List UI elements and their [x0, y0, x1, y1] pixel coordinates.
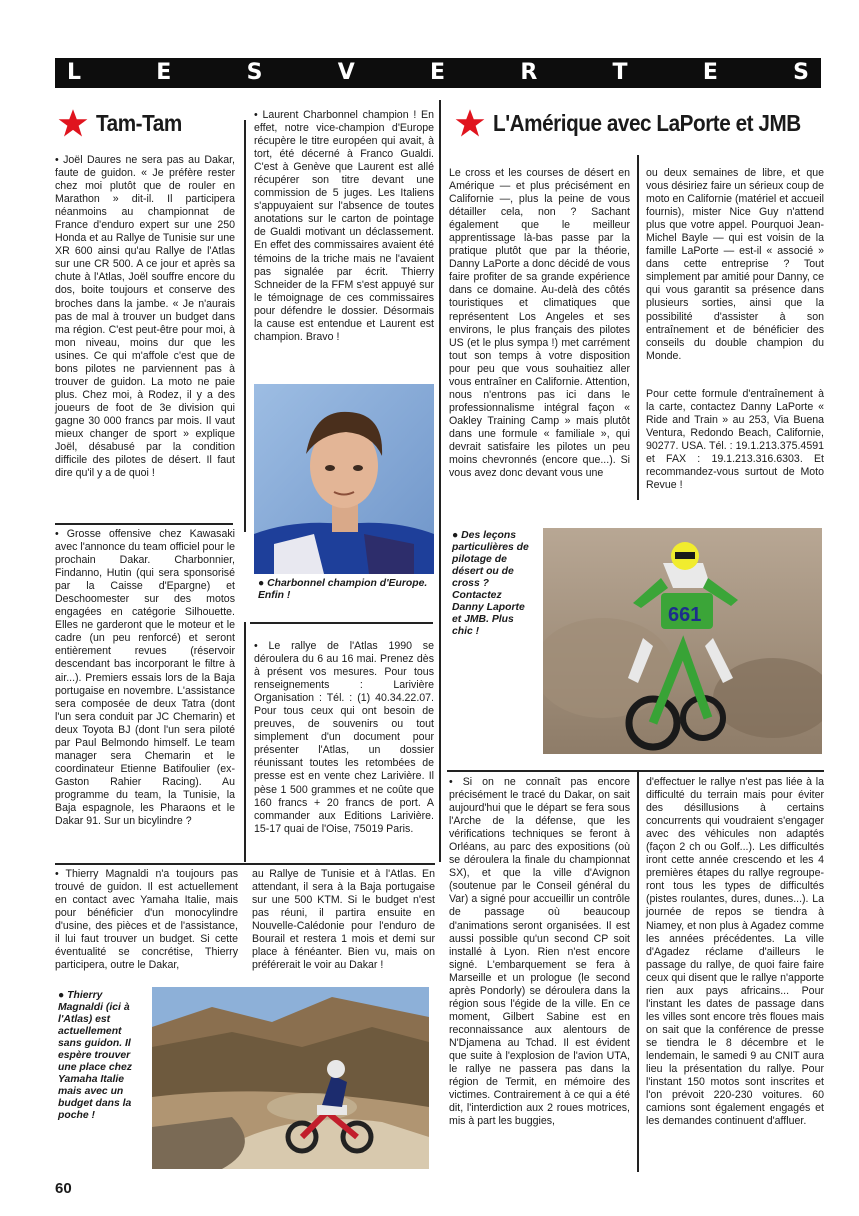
page-number: 60 — [55, 1180, 72, 1197]
section-rule — [447, 770, 824, 772]
section-rule — [55, 523, 233, 525]
amerique-heading — [455, 108, 825, 138]
photo-magnaldi — [152, 987, 429, 1169]
amerique-title: L'Amérique avec LaPorte et JMB — [493, 109, 801, 136]
banner-letter: E — [430, 60, 446, 85]
section-banner — [55, 58, 821, 88]
photo-laporte — [543, 528, 822, 754]
caption-magnaldi: ● Thierry Magnaldi (ici à l'Atlas) est actuellement sans guidon. Il espère trouver une place chez Yamaha Italie mais avec un budget dans la poche ! — [58, 990, 132, 1121]
article-paragraph-contact: Pour cette formule d'entraînement à la carte, contactez Danny LaPorte « Ride and Train » au 253, Via Buena Ventura, Redondo Beach, Californie, 90277. USA. Tél. : 19.1.213.375.4591 et FAX : 19.1.213.316.6303. Et recommandez-vous surtout de Moto Revue ! — [646, 388, 824, 492]
article-paragraph-charbonnel: • Laurent Charbonnel champion ! En effet, notre vice-champion d'Europe récupère le titre européen qui avait, à tort, été décerné à Franco Gualdi. C'est à Genève que Laurent est allé récupérer son titre devant une commission de 5 juges. Les Italiens s'appuyaient sur l'absence de toutes anotations sur le carton de pointage de Gualdi motivant un déclassement. En effet des commissaires avaient été témoins de la triche mais ne l'avaient pas signalée par écrit. Thierry Schneider de la FFM s'est appuyé sur le témoignage de ces commissaires pour défendre le dossier. Désormais la cause est entendue et Laurent est champion. Bravo ! — [254, 109, 434, 343]
portrait-image — [254, 384, 434, 574]
section-rule — [55, 863, 435, 865]
tamtam-heading — [58, 108, 238, 138]
motocross-photo — [543, 528, 822, 754]
star-icon — [455, 108, 485, 138]
article-paragraph-magnaldi-cont: au Rallye de Tunisie et à l'Atlas. En attendant, il sera à la Baja portugaise sur une 500 KTM. Si le budget n'est pas réuni, il partira ensuite en Nouvelle-Calédonie pour l'enduro de Bourail et restera 1 mois et demi sur place à fénéanter. Bien vu, mais on préférerait le voir au Dakar ! — [252, 868, 435, 972]
bike-number-plate: 661 — [668, 604, 702, 626]
article-paragraph-dakar: • Si on ne connaît pas encore précisément le tracé du Dakar, on sait aujourd'hui que le départ se fera sous l'Arche de la défense, que les vérifications techniques se feront à Orléans, au parc des expositions (où se déroulera la finale du championnat SX), et que la ville d'Avignon (soutenue par le Conseil général du Var) a signé pour accueillir un contrôle de passage où beaucoup d'animations seront organisées. Il est aussi possible qu'un second CP soit installé à Lyon. Rien n'est encore signé. L'embarquement se fera à Marseille et un prologue (le second après Pondorly) se déroulera dans la région sous l'égide de la ville. En ce moment, Gilbert Sabine est en reconnaissance aux alentours de N'Djamena au Tchad. Il est évident que suite à l'explosion de l'avion UTA, le rallye ne passera pas dans la région de Termit, en mémoire des victimes. Contrairement à ce qui a été dit, l'interdiction aux 2 roues motrices, mis à part les buggies, — [449, 776, 630, 1128]
article-paragraph-daures: • Joël Daures ne sera pas au Dakar, faute de guidon. « Je préfère rester chez moi plutôt que de rouler en Marathon » dit-il. Il participera néanmoins au championnat de France d'enduro expert sur une 250 Honda et au Rallye de Tunisie sur une XR 600 ainsi qu'au Rallye de l'Atlas sur une CR 500. A ce jour et après sa chute à l'Atlas, Joël souffre encore du dos, boite toujours et conserve des broches dans la jambe. « Je n'aurais pas de mal à trouver un budget dans ma région. C'est peut-être pour moi, à mon niveau, moins dur que les usines. Ce qui m'affole c'est que de bons pilotes ne parviennent pas à trouver de guidon. La moto ne paie plus. Chez moi, à Rodez, il y a des joueurs de foot de 3e division qui gagne 30 000 francs par mois. Il vaut mieux changer de sport » explique Joël, désabusé par la condition difficile des pilotes de désert. Il faut dire qu'il y a de quoi ! — [55, 154, 235, 480]
article-paragraph-atlas: • Le rallye de l'Atlas 1990 se déroulera du 6 au 16 mai. Prenez dès à présent vos mesures. Pour tous renseignements : Larivière Organisation : Tél. : (1) 40.34.22.07. Pour tous ceux qui ont besoin de preuves, de souvenirs ou tout simplement d'un document pour présenter l'Atlas, un dossier réunissant toutes les retombées de presse est en vente chez Larivière. Il pèse 1 500 grammes et ne coûte que 160 francs + 20 francs de port. A commander aux Editions Larivière. 15-17 quai de l'Oise, 75019 Paris. — [254, 640, 434, 835]
column-divider — [439, 100, 441, 862]
article-paragraph-amerique-cont: ou deux semaines de libre, et que vous désiriez faire un sérieux coup de moto en Californie (matériel et accueil fournis), mister Nice Guy n'attend plus que votre appel. Pourquoi Jean-Michel Bayle — qui est voisin de la famille LaPorte — est-il « associé » dans cette entreprise ? Tout simplement par amitié pour Danny, ce qui vous garantit sa présence dans plusieurs sorties, ainsi que la possibilité d'assister à son entraînement et de bénéficier des conseils du double champion du Monde. — [646, 167, 824, 362]
photo-charbonnel — [254, 384, 434, 574]
banner-letter: T — [612, 60, 628, 85]
banner-letter: R — [520, 60, 538, 85]
column-divider — [637, 155, 639, 500]
section-rule — [250, 622, 433, 624]
banner-letter: L — [67, 60, 82, 85]
rally-photo — [152, 987, 429, 1169]
banner-letter: E — [156, 60, 172, 85]
caption-laporte: ● Des leçons particulières de pilotage de désert ou de cross ? Contactez Danny Laporte et JMB. Plus chic ! — [452, 530, 529, 637]
article-paragraph-kawasaki: • Grosse offensive chez Kawasaki avec l'annonce du team officiel pour le prochain Dakar. Charbonnier, Findanno, Hutin (qui sera sponsorisé par la Caisse d'Epargne) et Deschoomester sur des motos engagées en catégorie Silhouette. Elles ne garderont que le moteur et le cadre (un peu renforcé) et seront entièrement revues (réservoir descendant bas incorporant le filtre à air...). Premiers essais lors de la Baja portugaise en novembre. L'assistance sera composée de deux Tatra (dont l'un sera conduit par JC Chemarin) et deux Toyota BJ (dont l'un sera piloté par Paul Belmondo himself. Le team manager sera Chemarin et le coordinateur Etienne Batifoulier (ex-Gaston Rahier Racing). Au programme du team, la Tunisie, la Baja espagnole, les Pharaons et le Dakar 91. Sur un bicylindre ? — [55, 528, 235, 828]
banner-letter: S — [793, 60, 809, 85]
banner-letter: S — [246, 60, 263, 85]
tamtam-title: Tam-Tam — [96, 109, 182, 136]
article-paragraph-amerique: Le cross et les courses de désert en Amérique — et plus précisément en Californie —, plus la peine de vous détailler cela, non ? Sachant également que le meilleur apprentissage là-bas passe par la pratique plutôt que par la théorie, Danny LaPorte a donc décidé de vous faire profiter de sa grande expérience dans ce domaine. Au-delà des côtés touristiques et climatiques que représentent Los Angeles et ses environs, le plus français des pilotes US (et le plus sympa !) met carrément tout son temps à votre disposition pour peu que vous souhaitiez aller vous entraîner en Californie. Attention, nous n'entrons pas ici dans le professionnalisme intégral façon « Oakley Training Camp » mais plutôt dans une formule « familiale », qui devrait satisfaire les pilotes un peu moins chevronnés (encore que...). Si vous avez donc devant vous une — [449, 167, 630, 480]
column-divider — [244, 622, 246, 862]
article-paragraph-magnaldi: • Thierry Magnaldi n'a toujours pas trouvé de guidon. Il est actuellement en contact avec Yamaha Italie, mais pour bénéficier d'un monocylindre d'usine, des pièces et de l'assistance, il lui faut trouver un budget. Si cette éventualité se concrétise, Thierry participera, outre le Dakar, — [55, 868, 238, 972]
star-icon — [58, 108, 88, 138]
caption-charbonnel: ● Charbonnel champion d'Europe. Enfin ! — [258, 578, 428, 601]
column-divider — [637, 770, 639, 1172]
banner-letter: E — [702, 60, 718, 85]
article-paragraph-dakar-cont: d'effectuer le rallye n'est pas liée à la difficulté du terrain mais pour éviter des désillusions à certains concurrents qui voudraient s'engager avec des véhicules non adaptés (façon 2 ch ou Golf...). Les difficultés iront cette année crescendo et les 4 premières étapes du rallye regroupe-ront tous les types de difficultés (pistes roulantes, dures, dunes...). La journée de repos se tiendra à Niamey, et non plus à Agadez comme les années précédentes. La ville d'Agadez réclame d'ailleurs le passage du rallye, de quoi faire faire ceux qui disent que le rallye n'apporte rien aux pays africains... Pour l'instant les dates de passage dans les villes sont encore très floues mais on sait que la conférence de presse se tiendra le 8 décembre et le lendemain, le samedi 9 au CNIT aura lieu la présentation du rallye. Pour l'instant 150 motos sont inscrites et l'on prévoit 220-230 voitures. 60 camions sont également engagés et les demandes continuent d'affluer. — [646, 776, 824, 1128]
column-divider — [244, 120, 246, 532]
banner-letter: V — [337, 60, 355, 85]
